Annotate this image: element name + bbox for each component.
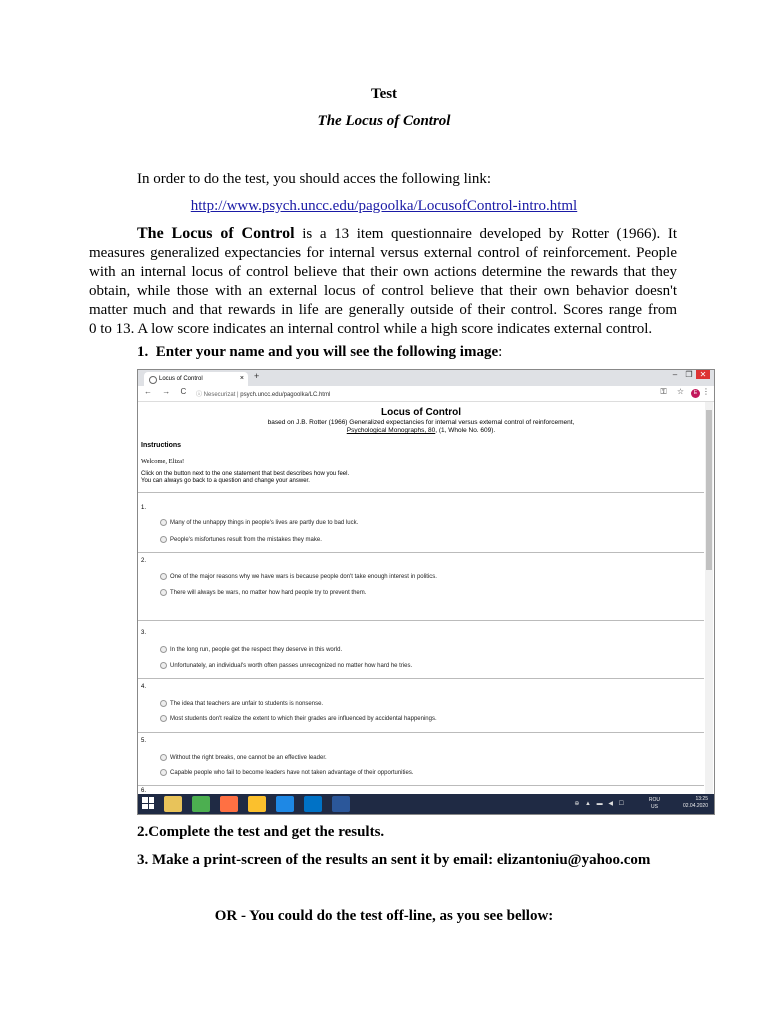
answer-option[interactable]: Most students don't realize the extent to which their grades are influenced by accidental happenings. xyxy=(160,715,437,722)
divider xyxy=(138,678,704,679)
step-2: 2.Complete the test and get the results. xyxy=(137,824,385,840)
paragraph-line: 0 to 13. A low score indicates an internal control while a high score indicates external control. xyxy=(89,321,653,337)
new-tab-button[interactable]: + xyxy=(254,371,260,381)
chrome-icon[interactable] xyxy=(248,796,266,812)
windows-start-icon[interactable] xyxy=(142,797,154,809)
tab-label: Locus of Control xyxy=(159,376,203,382)
radio-icon[interactable] xyxy=(160,646,167,653)
paragraph-line: matter much and that rewards in life are generally outside of their control. Scores range from xyxy=(89,302,677,318)
tab-bar xyxy=(138,370,714,386)
question-number: 4. xyxy=(141,684,147,690)
not-secure-label: ⓘ Nesecurizat | xyxy=(196,392,239,398)
answer-option[interactable]: One of the major reasons why we have wars is because people don't take enough interest in politics. xyxy=(160,573,437,580)
browser-tab[interactable] xyxy=(144,372,248,386)
paragraph-bold-lead: The Locus of Control xyxy=(137,225,295,242)
star-icon[interactable]: ⚿ ☆ xyxy=(660,387,688,396)
radio-icon[interactable] xyxy=(160,589,167,596)
outlook-icon[interactable] xyxy=(304,796,322,812)
question-number: 2. xyxy=(141,558,147,564)
browser-screenshot xyxy=(137,369,715,815)
language-indicator[interactable]: ROU US xyxy=(648,797,660,810)
minimize-button[interactable]: – xyxy=(672,370,678,379)
answer-option[interactable]: Without the right breaks, one cannot be an effective leader. xyxy=(160,754,327,761)
welcome-text: Welcome, Eliza! xyxy=(141,458,185,465)
intro-text: In order to do the test, you should acces the following link: xyxy=(137,171,492,187)
or-line: OR - You could do the test off-line, as you see bellow: xyxy=(214,908,554,924)
divider xyxy=(138,785,704,786)
close-icon[interactable]: × xyxy=(239,375,244,382)
doc-subtitle: The Locus of Control xyxy=(317,113,451,129)
answer-option[interactable]: Many of the unhappy things in people's lives are partly due to bad luck. xyxy=(160,519,358,526)
monograph-link[interactable]: Psychological Monographs, 80 xyxy=(346,427,436,434)
divider xyxy=(138,552,704,553)
paragraph-line: obtain, while those with an external locus of control believe that their own behavior doesn't xyxy=(89,283,677,299)
paragraph-line: measures generalized expectancies for internal versus external control of reinforcement. People xyxy=(89,245,677,261)
url-text: psych.uncc.edu/pagoolka/LC.html xyxy=(240,392,331,398)
instructions-heading: Instructions xyxy=(141,442,182,449)
torrent-icon[interactable] xyxy=(192,796,210,812)
address-bar xyxy=(138,386,714,402)
url-field[interactable] xyxy=(196,389,330,398)
close-window-button[interactable]: ✕ xyxy=(696,370,710,379)
doc-title: Test xyxy=(370,86,398,102)
firefox-icon[interactable] xyxy=(220,796,238,812)
answer-option[interactable]: The idea that teachers are unfair to students is nonsense. xyxy=(160,700,323,707)
globe-icon xyxy=(149,376,157,384)
radio-icon[interactable] xyxy=(160,573,167,580)
taskbar xyxy=(138,794,714,814)
maximize-button[interactable]: ❐ xyxy=(685,370,693,379)
question-number: 3. xyxy=(141,630,147,636)
word-icon[interactable] xyxy=(332,796,350,812)
nav-buttons[interactable]: ← → C xyxy=(144,387,191,396)
question-number: 5. xyxy=(141,738,147,744)
answer-option[interactable]: There will always be wars, no matter how hard people try to prevent them. xyxy=(160,589,366,596)
answer-option[interactable]: Capable people who fail to become leaders have not taken advantage of their opportunities. xyxy=(160,769,414,776)
window-controls xyxy=(668,370,710,379)
description-paragraph xyxy=(89,224,677,339)
scrollbar-thumb[interactable] xyxy=(706,410,712,570)
radio-icon[interactable] xyxy=(160,700,167,707)
answer-option[interactable]: People's misfortunes result from the mistakes they make. xyxy=(160,536,322,543)
edge-icon[interactable] xyxy=(276,796,294,812)
step-3: 3. Make a print-screen of the results an sent it by email: elizantoniu@yahoo.com xyxy=(137,852,651,868)
divider xyxy=(138,620,704,621)
avatar[interactable]: E xyxy=(691,389,700,398)
answer-option[interactable]: In the long run, people get the respect they deserve in this world. xyxy=(160,646,342,653)
page-subtitle: based on J.B. Rotter (1966) Generalized expectancies for internal versus external control of reinforcement, Psychological Monographs, 80, (1, Whole No. 609). xyxy=(267,419,575,434)
question-number: 1. xyxy=(141,505,147,511)
page-title: Locus of Control xyxy=(381,407,461,418)
paragraph-line: The Locus of Control is a 13 item questionnaire developed by Rotter (1966). It xyxy=(137,225,678,242)
radio-icon[interactable] xyxy=(160,769,167,776)
radio-icon[interactable] xyxy=(160,754,167,761)
answer-option[interactable]: Unfortunately, an individual's worth often passes unrecognized no matter how hard he tries. xyxy=(160,662,412,669)
radio-icon[interactable] xyxy=(160,715,167,722)
divider xyxy=(138,492,704,493)
question-number: 6. xyxy=(141,788,147,794)
paragraph-line: with an internal locus of control believe that their own actions determine the rewards that they xyxy=(89,264,677,280)
menu-icon[interactable]: ⋮ xyxy=(702,387,710,396)
test-link[interactable]: http://www.psych.uncc.edu/pagoolka/LocusofControl-intro.html xyxy=(190,198,578,214)
file-explorer-icon[interactable] xyxy=(164,796,182,812)
radio-icon[interactable] xyxy=(160,536,167,543)
system-tray-icons[interactable]: ⊕ ▲ ▬ ◀ ☐ xyxy=(574,801,626,807)
divider xyxy=(138,732,704,733)
page-content xyxy=(138,402,704,794)
step-1: 1. Enter your name and you will see the following image: xyxy=(137,344,503,360)
clock[interactable]: 13:25 02.04.2020 xyxy=(682,796,708,809)
radio-icon[interactable] xyxy=(160,519,167,526)
scrollbar[interactable] xyxy=(705,402,713,794)
radio-icon[interactable] xyxy=(160,662,167,669)
instructions-text: Click on the button next to the one statement that best describes how you feel. You can always go back to a question and change your answer. xyxy=(141,471,350,484)
